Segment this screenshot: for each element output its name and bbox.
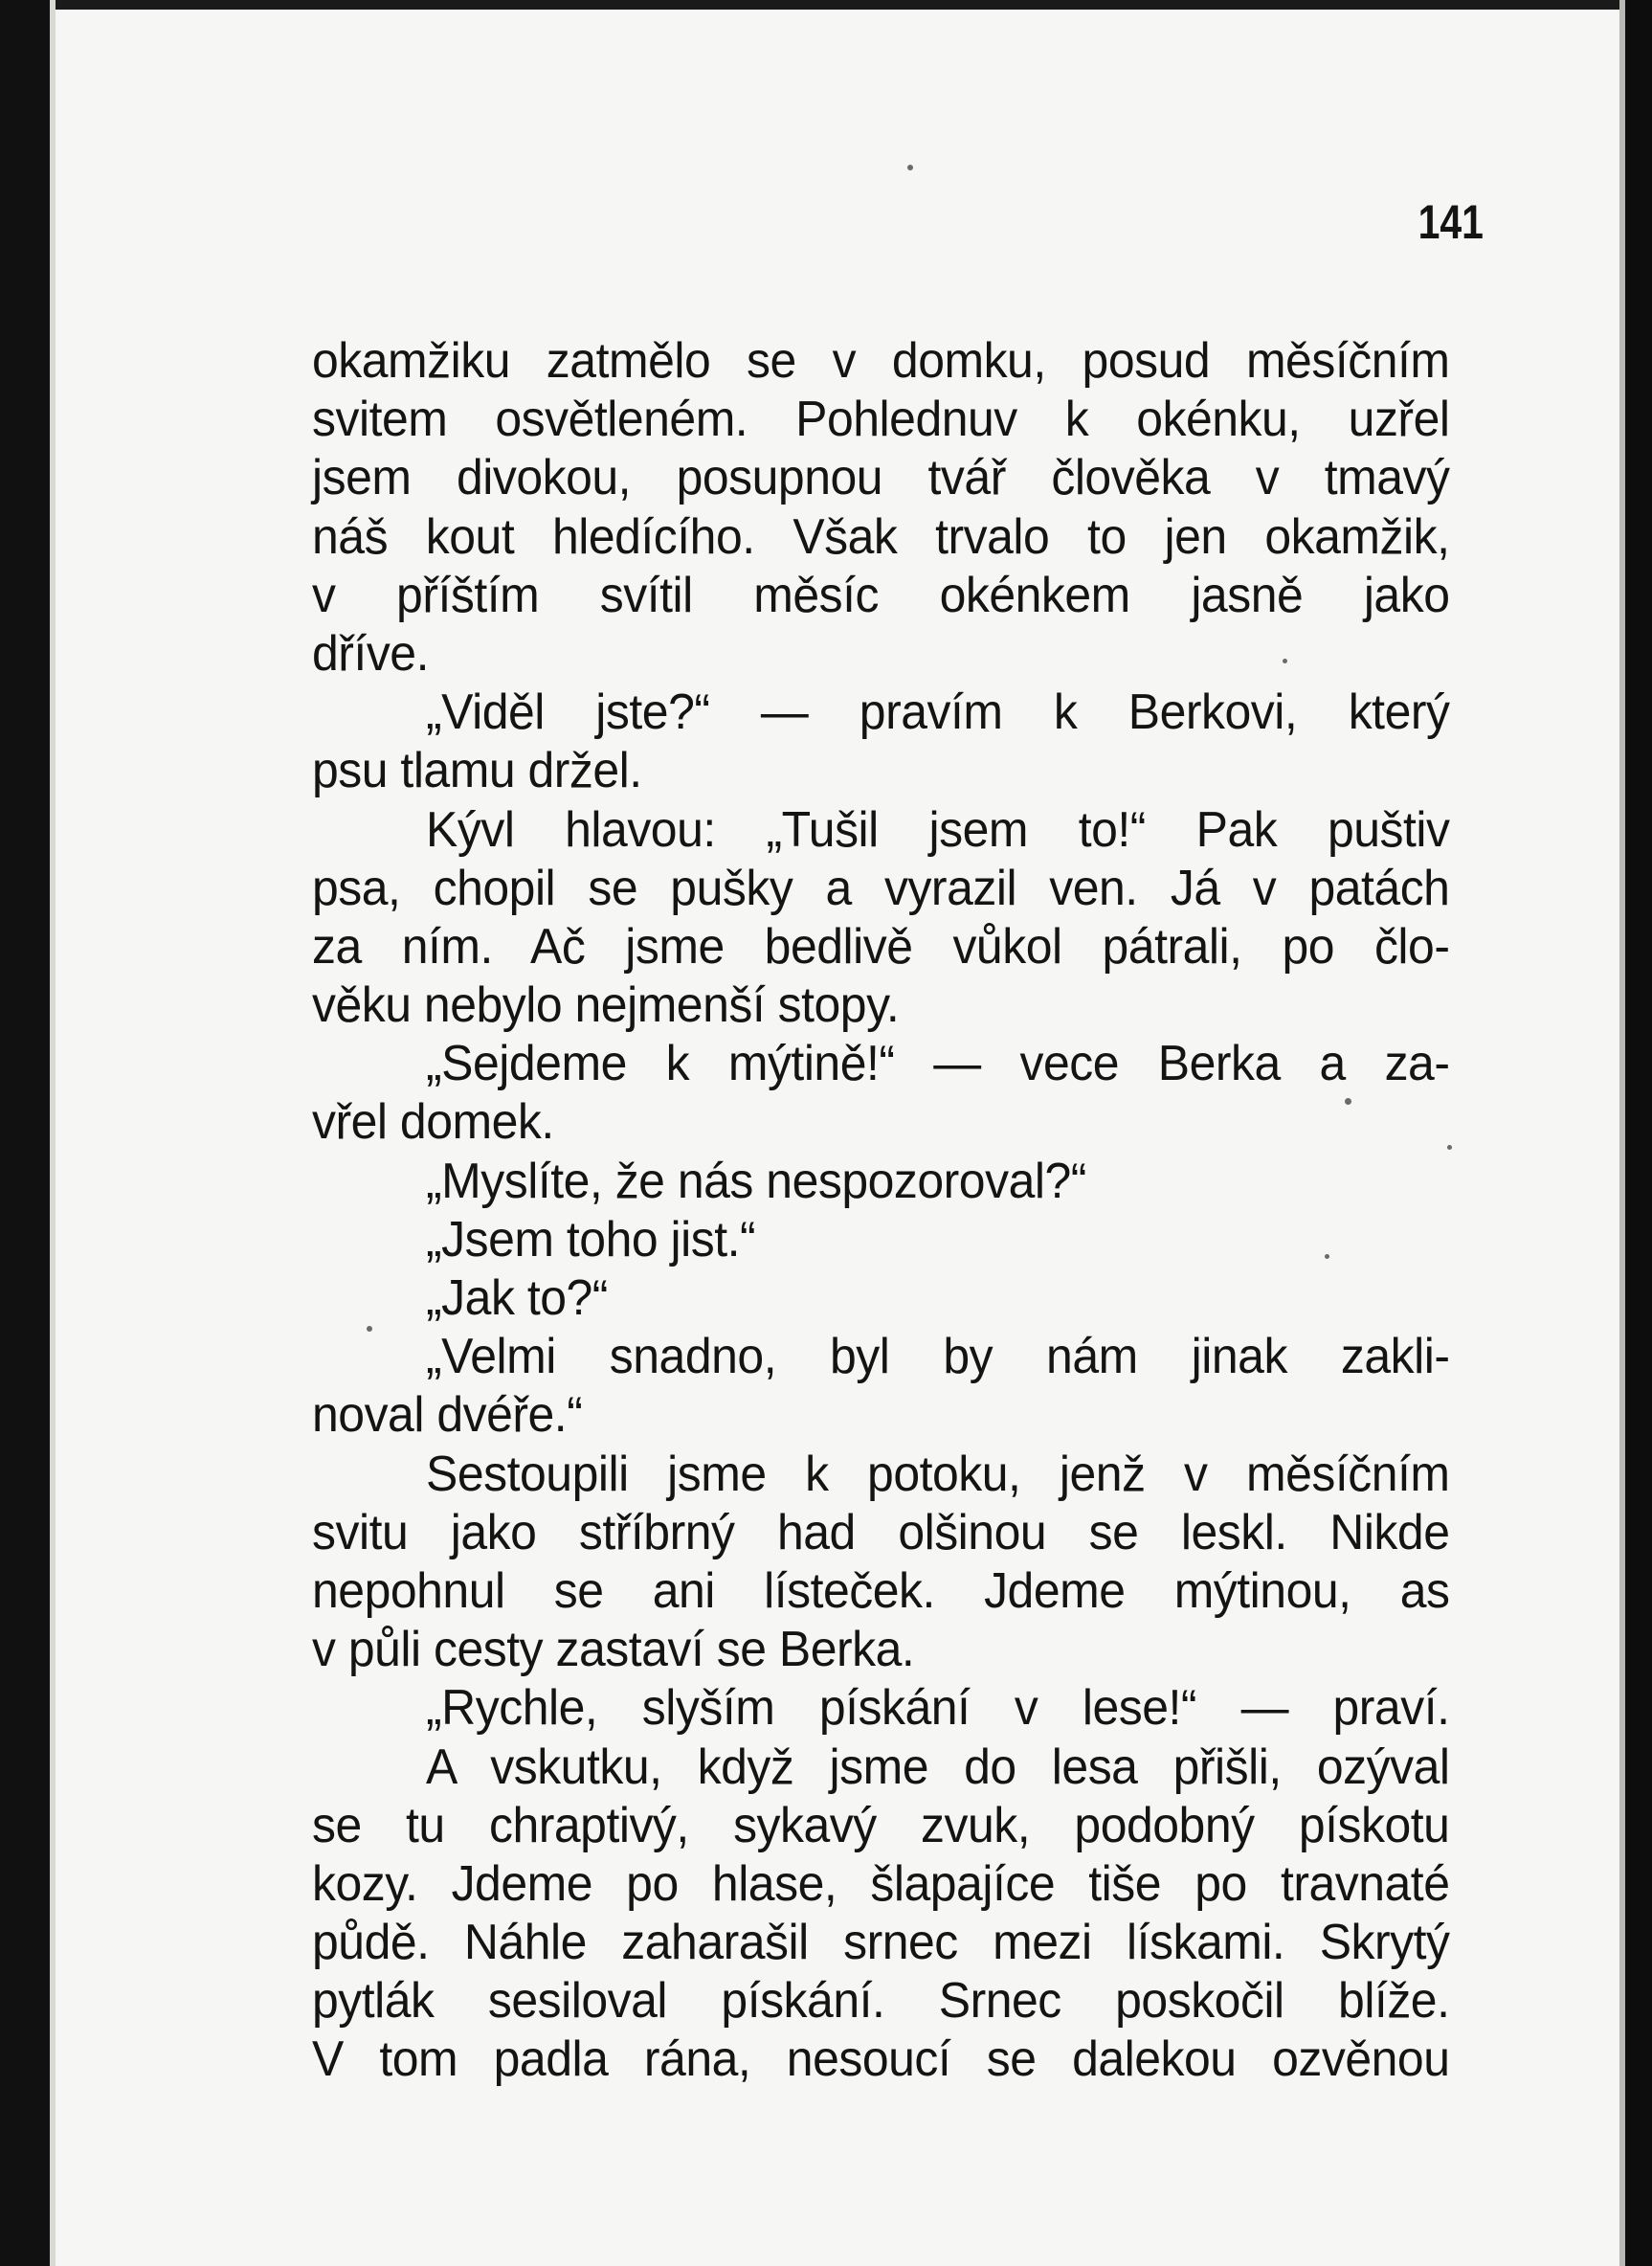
text-line: v příštím svítil měsíc okénkem jasně jako — [312, 567, 1450, 623]
text-line: jsem divokou, posupnou tvář člověka v tmavý — [312, 450, 1450, 506]
text-line: A vskutku, když jsme do lesa přišli, ozýval — [426, 1739, 1450, 1795]
text-line: „Rychle, slyším pískání v lese!“ — praví. — [426, 1680, 1450, 1737]
text-line: psu tlamu držel. — [312, 743, 642, 799]
scan-top-edge — [0, 0, 1652, 10]
text-line: „Jsem toho jist.“ — [426, 1211, 756, 1268]
text-line: vřel domek. — [312, 1094, 554, 1151]
body-text — [312, 332, 1497, 2090]
text-line: „Velmi snadno, byl by nám jinak zakli- — [426, 1329, 1450, 1385]
text-line: V tom padla rána, nesoucí se dalekou ozvěnou — [312, 2031, 1450, 2088]
text-line: se tu chraptivý, sykavý zvuk, podobný pískotu — [312, 1797, 1450, 1853]
text-line: nepohnul se ani lísteček. Jdeme mýtinou, as — [312, 1562, 1450, 1619]
text-line: svitu jako stříbrný had olšinou se leskl. Nikde — [312, 1504, 1450, 1560]
text-line: psa, chopil se pušky a vyrazil ven. Já v patách — [312, 860, 1450, 916]
text-line: kozy. Jdeme po hlase, šlapajíce tiše po travnaté — [312, 1855, 1450, 1912]
text-line: Kývl hlavou: „Tušil jsem to!“ Pak puštiv — [426, 801, 1450, 858]
scan-speck — [907, 165, 913, 170]
text-line: náš kout hledícího. Však trvalo to jen okamžik, — [312, 508, 1450, 565]
text-line: za ním. Ač jsme bedlivě vůkol pátrali, po člo- — [312, 918, 1450, 975]
text-line: dříve. — [312, 625, 429, 682]
text-line: „Viděl jste?“ — pravím k Berkovi, který — [426, 684, 1450, 741]
text-line: Sestoupili jsme k potoku, jenž v měsíčním — [426, 1446, 1450, 1502]
scan-left-edge-highlight — [50, 0, 56, 2266]
text-line: pytlák sesiloval pískání. Srnec poskočil blíže. — [312, 1973, 1450, 2030]
text-line: „Myslíte, že nás nespozoroval?“ — [426, 1153, 1086, 1209]
scan-right-edge — [1625, 0, 1652, 2266]
text-line: svitem osvětleném. Pohlednuv k okénku, uzřel — [312, 392, 1450, 448]
text-line: noval dvéře.“ — [312, 1387, 583, 1444]
scan-left-edge — [0, 0, 50, 2266]
text-line: okamžiku zatmělo se v domku, posud měsíčním — [312, 333, 1450, 389]
text-line: půdě. Náhle zaharašil srnec mezi lískami. Skrytý — [312, 1915, 1450, 1971]
text-line: „Jak to?“ — [426, 1270, 608, 1326]
page-number: 141 — [1418, 195, 1484, 249]
text-line: v půli cesty zastaví se Berka. — [312, 1622, 915, 1678]
text-line: věku nebylo nejmenší stopy. — [312, 977, 900, 1034]
text-line: „Sejdeme k mýtině!“ — vece Berka a za- — [426, 1036, 1450, 1092]
